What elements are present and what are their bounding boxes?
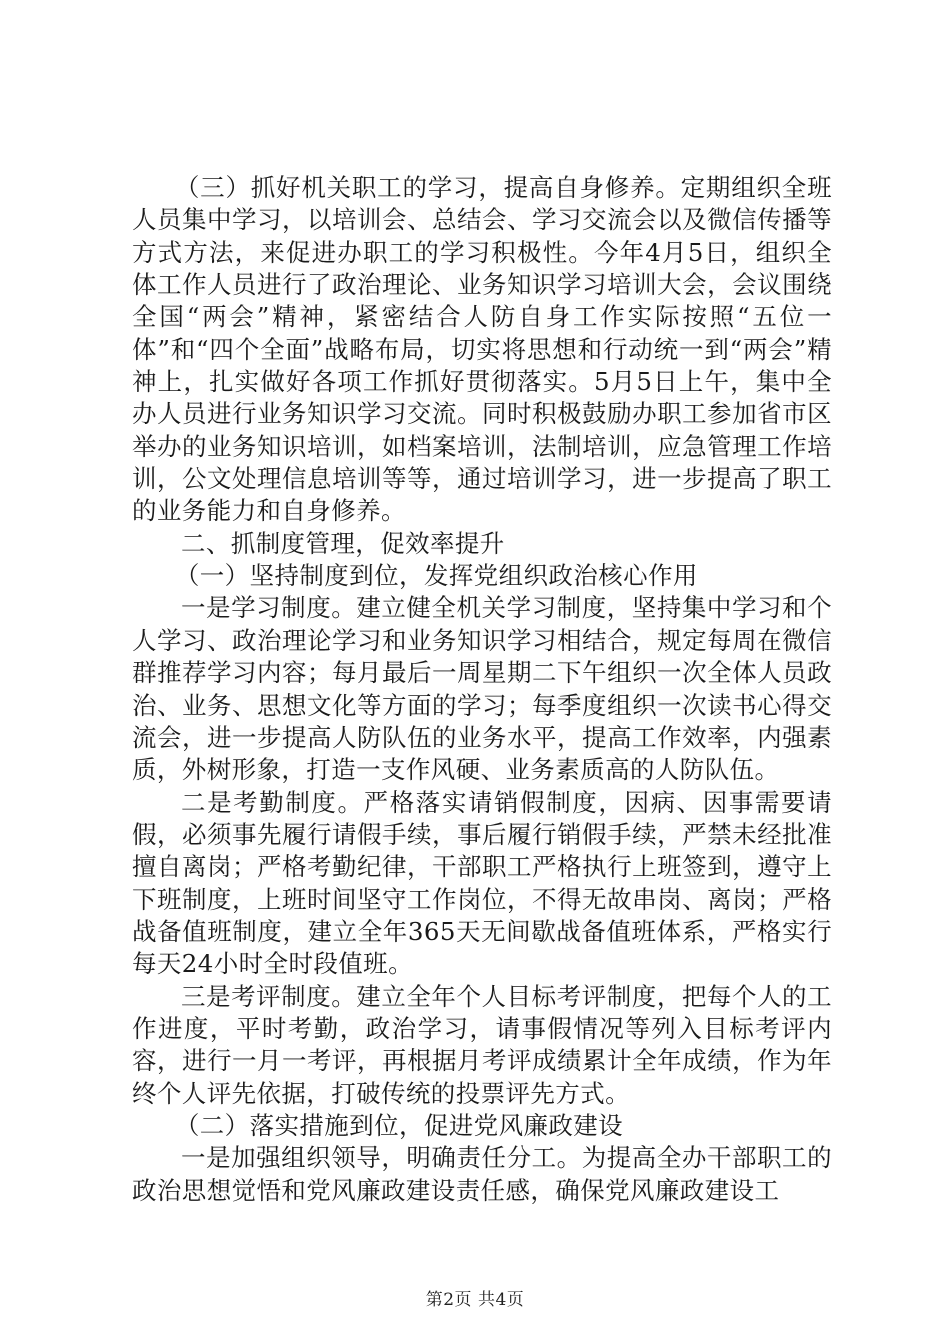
paragraph-organization-leadership: 一是加强组织领导，明确责任分工。为提高全办干部职工的政治思想觉悟和党风廉政建设责任感，确保党风廉政建设工 bbox=[132, 1143, 832, 1205]
section-heading-system-management: 二、抓制度管理，促效率提升 bbox=[181, 528, 505, 558]
paragraph-attendance-system: 二是考勤制度。严格落实请销假制度，因病、因事需要请假，必须事先履行请假手续，事后履行销假手续，严禁未经批准擅自离岗；严格考勤纪律，干部职工严格执行上班签到，遵守上下班制度，上班时间坚守工作岗位，不得无故串岗、离岗；严格战备值班制度，建立全年365天无间歇战备值班体系，严格实行每天24小时全时段值班。 bbox=[132, 787, 832, 979]
paragraph-evaluation-system: 三是考评制度。建立全年个人目标考评制度，把每个人的工作进度，平时考勤，政治学习，请事假情况等列入目标考评内容，进行一月一考评，再根据月考评成绩累计全年成绩，作为年终个人评先依据，打破传统的投票评先方式。 bbox=[132, 981, 832, 1108]
subsection-heading-integrity-building: （二）落实措施到位，促进党风廉政建设 bbox=[174, 1110, 624, 1140]
paragraph-study-system: 一是学习制度。建立健全机关学习制度，坚持集中学习和个人学习、政治理论学习和业务知识学习相结合，规定每周在微信群推荐学习内容；每月最后一周星期二下午组织一次全体人员政治、业务、思想文化等方面的学习；每季度组织一次读书心得交流会，进一步提高人防队伍的业务水平，提高工作效率，内强素质，外树形象，打造一支作风硬、业务素质高的人防队伍。 bbox=[132, 593, 832, 785]
document-body bbox=[132, 172, 832, 1207]
paragraph-study-section: （三）抓好机关职工的学习，提高自身修养。定期组织全班人员集中学习，以培训会、总结会、学习交流会以及微信传播等方式方法，来促进办职工的学习积极性。今年4月5日，组织全体工作人员进行了政治理论、业务知识学习培训大会，会议围绕全国“两会”精神，紧密结合人防自身工作实际按照“五位一体”和“四个全面”战略布局，切实将思想和行动统一到“两会”精神上，扎实做好各项工作抓好贯彻落实。5月5日上午，集中全办人员进行业务知识学习交流。同时积极鼓励办职工参加省市区举办的业务知识培训，如档案培训，法制培训，应急管理工作培训，公文处理信息培训等等，通过培训学习，进一步提高了职工的业务能力和自身修养。 bbox=[132, 173, 832, 526]
page-number-footer: 第2页 共4页 bbox=[425, 1290, 525, 1310]
subsection-heading-system-in-place: （一）坚持制度到位，发挥党组织政治核心作用 bbox=[174, 561, 698, 591]
